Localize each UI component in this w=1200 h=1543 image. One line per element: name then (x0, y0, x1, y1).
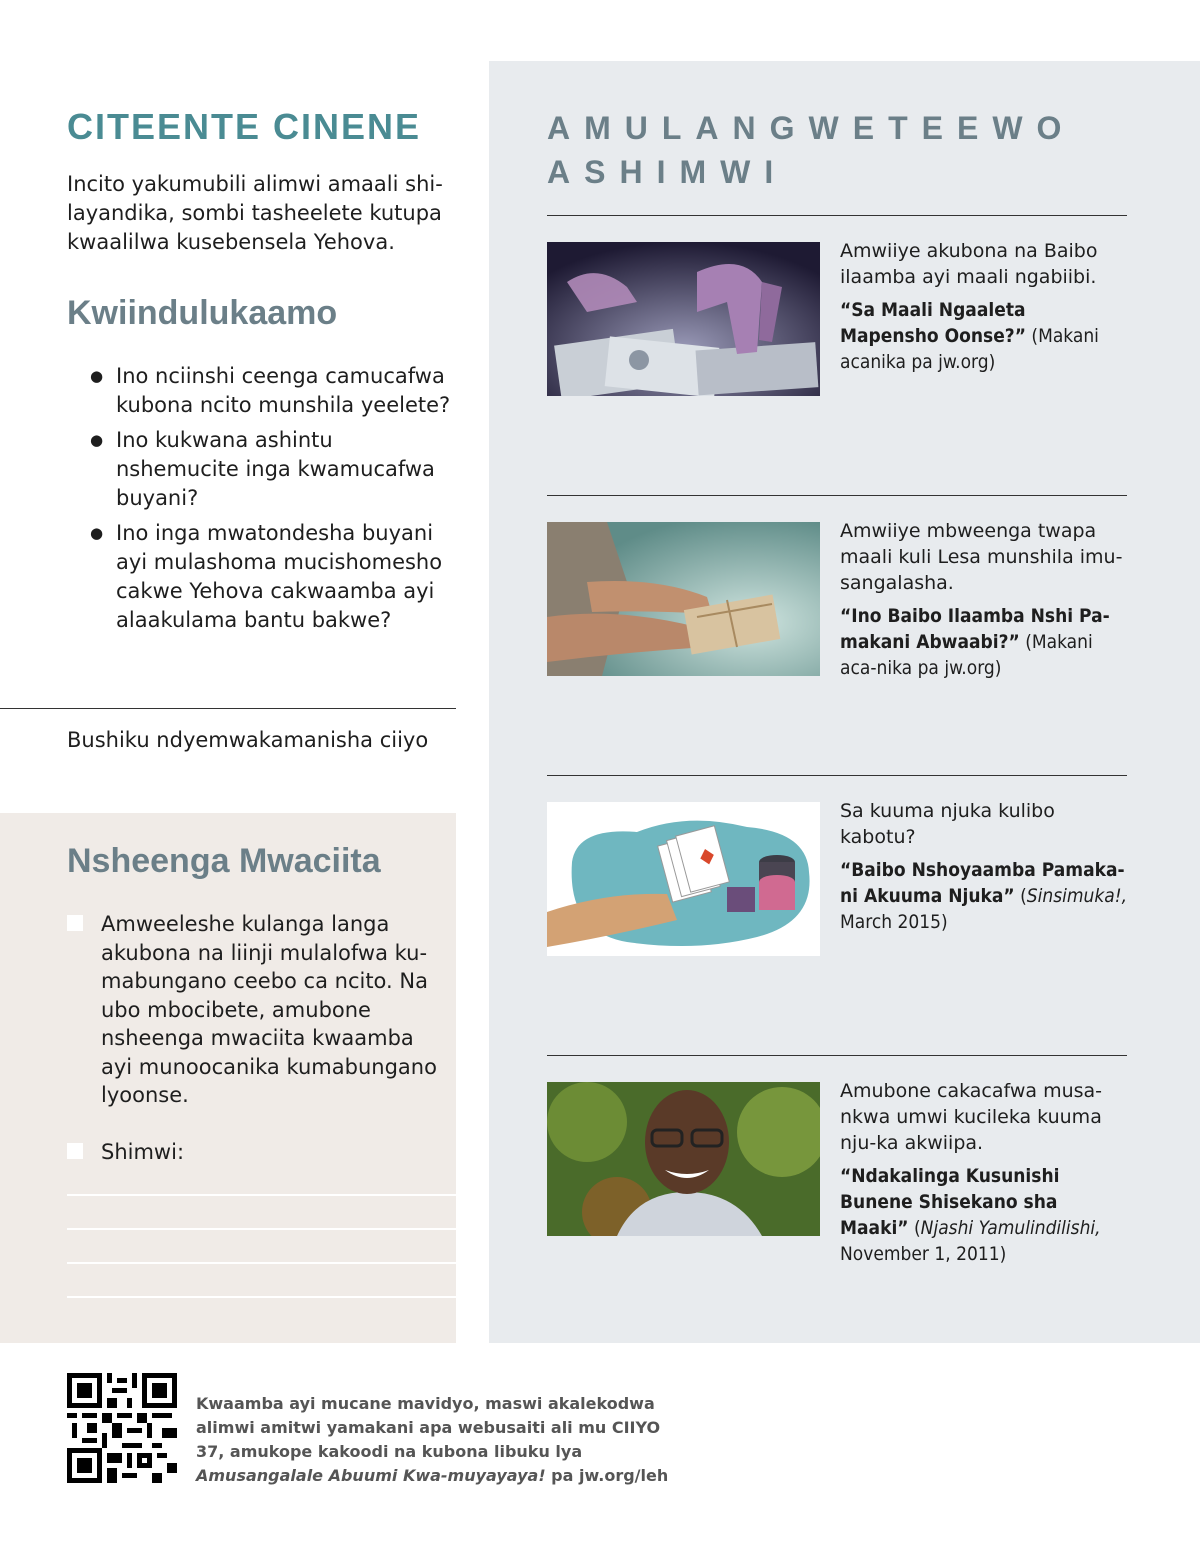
hands-giving-package-image[interactable] (547, 522, 820, 676)
resource-source-open: ( (908, 1217, 921, 1239)
explore-heading: AMULANGWETEEWO ASHIMWI (547, 110, 1076, 190)
cards-and-chips-image[interactable] (547, 802, 820, 956)
qr-code-icon[interactable] (67, 1373, 177, 1483)
divider (547, 215, 1127, 216)
goal-checkbox[interactable] (67, 1143, 83, 1159)
goal-text: Amweeleshe kulanga langa akubona na liinji mulalofwa ku-mabungano ceebo ca ncito. Na ubo mbocibete, amubone nsheenga mwaciita kwaamba ayi munoocanika kumabungano lyoonse. (101, 912, 437, 1107)
review-question: ● Ino kukwana ashintu nshemucite inga kwamucafwa buyani? (90, 426, 455, 513)
lesson-summary-title: CITEENTE CINENE (67, 106, 422, 147)
review-question: ● Ino nciinshi ceenga camucafwa kubona ncito munshila yeelete? (90, 362, 455, 420)
book-title-link[interactable]: Amusangalale Abuumi Kwa-muyayaya! (196, 1466, 546, 1485)
resource-source: (Makani acanika pa jw.org) (840, 325, 1099, 373)
footer-link-text: pa jw.org/leh (545, 1466, 669, 1485)
goal-text: Shimwi: (101, 1140, 185, 1164)
footer-note (196, 1392, 691, 1488)
resource-source: (Makani aca-nika pa jw.org) (840, 631, 1093, 679)
resource-link-title[interactable]: “Sa Maali Ngaaleta Mapensho Oonse?” (840, 299, 1026, 347)
goals-heading: Nsheenga Mwaciita (67, 842, 381, 880)
divider (547, 1055, 1127, 1056)
resource-source-publication: Sinsimuka!, (1026, 885, 1128, 907)
writing-line[interactable] (67, 1194, 456, 1196)
resource-source: November 1, 2011) (840, 1243, 1007, 1265)
resource-text (840, 1078, 1130, 1267)
resource-link-title[interactable]: “Baibo Nshoyaamba Pamaka-ni Akuuma Njuka” (840, 859, 1125, 907)
resource-source-publication: Njashi Yamulindilishi, (920, 1217, 1101, 1239)
goal-item (67, 1138, 437, 1167)
resource-source: March 2015) (840, 911, 948, 933)
resource-description: Amwiiye akubona na Baibo ilaamba ayi maali ngabiibi. (840, 240, 1098, 288)
footer-text: Kwaamba ayi mucane mavidyo, maswi akalekodwa alimwi amitwi yamakani apa webusaiti ali mu CIIYO 37, amukope kakoodi na kubona libuku lya (196, 1394, 661, 1461)
resource-text (840, 798, 1130, 935)
review-question: ● Ino inga mwatondesha buyani ayi mulashoma mucishomesho cakwe Yehova cakwaamba ayi alaakulama bantu bakwe? (90, 519, 455, 635)
resource-link-title[interactable]: “Ino Baibo Ilaamba Nshi Pa-makani Abwaabi?” (840, 605, 1110, 653)
divider (547, 495, 1127, 496)
divider (0, 708, 456, 709)
writing-line[interactable] (67, 1228, 456, 1230)
goal-item (67, 910, 437, 1110)
completion-date-label: Bushiku ndyemwakamanisha ciiyo (67, 728, 429, 752)
resource-description: Sa kuuma njuka kulibo kabotu? (840, 800, 1055, 848)
lesson-summary-text: Incito yakumubili alimwi amaali shi-layandika, sombi tasheelete kutupa kwaalilwa kusebensela Yehova. (67, 172, 443, 254)
goal-checkbox[interactable] (67, 915, 83, 931)
resource-source-open: ( (1014, 885, 1027, 907)
resource-reference[interactable] (840, 1163, 1130, 1267)
smiling-man-portrait-image[interactable] (547, 1082, 820, 1236)
resource-reference[interactable] (840, 603, 1130, 681)
divider (547, 775, 1127, 776)
review-heading: Kwiindulukaamo (67, 294, 338, 332)
writing-line[interactable] (67, 1262, 456, 1264)
resource-text (840, 238, 1130, 375)
resource-reference[interactable] (840, 857, 1130, 935)
resource-reference[interactable] (840, 297, 1130, 375)
resource-description: Amubone cakacafwa musa-nkwa umwi kucileka kuuma nju-ka akwiipa. (840, 1080, 1103, 1154)
review-list (90, 362, 455, 641)
resource-description: Amwiiye mbweenga twapa maali kuli Lesa munshila imu-sangalasha. (840, 520, 1123, 594)
resource-text (840, 518, 1130, 681)
resource-link-title[interactable]: “Ndakalinga Kusunishi Bunene Shisekano sha Maaki” (840, 1165, 1060, 1239)
hands-on-money-image[interactable] (547, 242, 820, 396)
writing-line[interactable] (67, 1296, 456, 1298)
